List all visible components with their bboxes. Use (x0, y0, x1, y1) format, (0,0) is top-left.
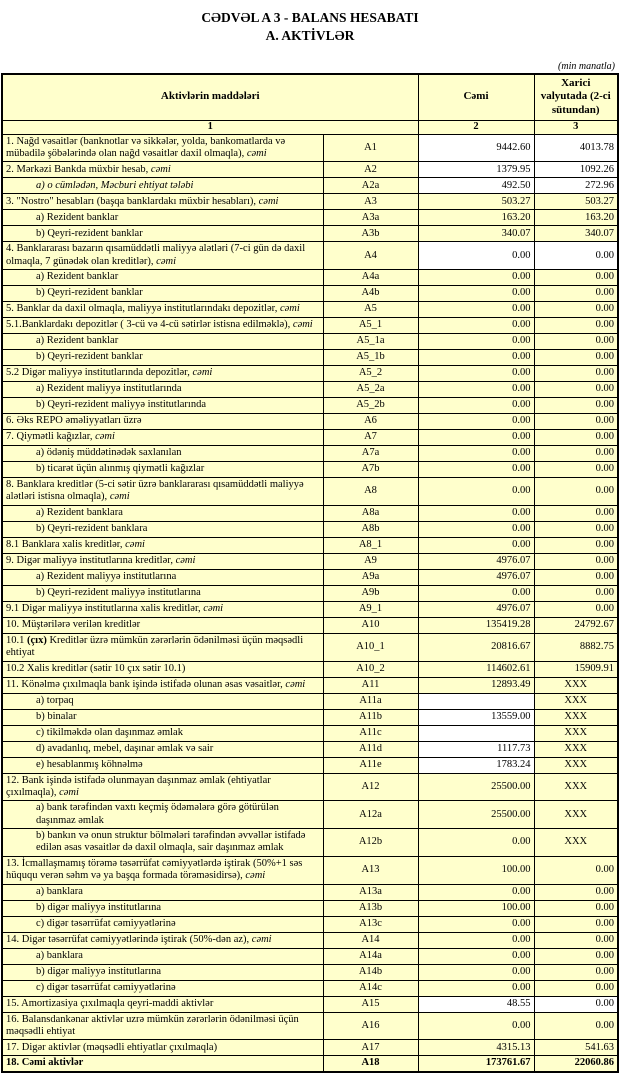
total-value-cell: 0.00 (418, 302, 534, 318)
table-row (2, 884, 618, 900)
item-code-cell: A9b (323, 585, 418, 601)
item-label-cell: d) avadanlıq, mebel, daşınar əmlak və sair (2, 741, 323, 757)
total-value-cell: 12893.49 (418, 677, 534, 693)
item-label-cell: b) ticarət üçün alınmış qiymətli kağızlar (2, 462, 323, 478)
item-code-cell: A12a (323, 801, 418, 829)
item-label-cell: 11. Könəlmə çıxılmaqla bank işində istifadə olunan əsas vəsaitlər, cəmi (2, 677, 323, 693)
foreign-value-cell: XXX (534, 709, 618, 725)
item-code-cell: A14b (323, 964, 418, 980)
total-value-cell: 0.00 (418, 366, 534, 382)
item-code-cell: A7b (323, 462, 418, 478)
total-value-cell: 48.55 (418, 996, 534, 1012)
item-label-cell: 8.1 Banklara xalis kreditlər, cəmi (2, 537, 323, 553)
foreign-value-cell: 0.00 (534, 398, 618, 414)
table-row (2, 601, 618, 617)
total-value-cell: 4315.13 (418, 1040, 534, 1056)
table-row (2, 801, 618, 829)
total-value-cell: 0.00 (418, 382, 534, 398)
total-value-cell: 0.00 (418, 521, 534, 537)
item-code-cell: A13a (323, 884, 418, 900)
table-row (2, 709, 618, 725)
foreign-value-cell: 8882.75 (534, 633, 618, 661)
foreign-value-cell: 15909.91 (534, 661, 618, 677)
total-value-cell: 0.00 (418, 964, 534, 980)
foreign-value-cell: 163.20 (534, 210, 618, 226)
item-label-cell: 15. Amortizasiya çıxılmaqla qeyri-maddi aktivlər (2, 996, 323, 1012)
foreign-value-cell: 0.00 (534, 884, 618, 900)
item-label-cell: a) Rezident banklara (2, 505, 323, 521)
table-row (2, 366, 618, 382)
table-row (2, 741, 618, 757)
item-code-cell: A3b (323, 226, 418, 242)
total-value-cell: 0.00 (418, 980, 534, 996)
item-code-cell: A10_1 (323, 633, 418, 661)
foreign-value-cell: 0.00 (534, 366, 618, 382)
item-code-cell: A13c (323, 916, 418, 932)
foreign-value-cell: XXX (534, 725, 618, 741)
item-label-cell: a) Rezident maliyyə institutlarında (2, 382, 323, 398)
item-label-cell: 8. Banklara kreditlər (5-ci sətir üzrə banklararası qısamüddətli maliyyə alətləri istisna olmaqla), cəmi (2, 478, 323, 506)
foreign-value-cell: 0.00 (534, 430, 618, 446)
total-value-cell: 1379.95 (418, 162, 534, 178)
foreign-value-cell: 0.00 (534, 382, 618, 398)
item-code-cell: A9a (323, 569, 418, 585)
item-code-cell: A3a (323, 210, 418, 226)
table-row (2, 318, 618, 334)
table-row (2, 633, 618, 661)
item-code-cell: A17 (323, 1040, 418, 1056)
total-value-cell: 0.00 (418, 270, 534, 286)
item-code-cell: A9 (323, 553, 418, 569)
item-label-cell: c) digər təsərrüfat cəmiyyətlərinə (2, 980, 323, 996)
foreign-value-cell: 0.00 (534, 980, 618, 996)
item-label-cell: a) Rezident maliyyə institutlarına (2, 569, 323, 585)
item-label-cell: b) digər maliyyə institutlarına (2, 964, 323, 980)
table-row (2, 900, 618, 916)
table-row (2, 980, 618, 996)
column-number-row (2, 120, 618, 134)
foreign-value-cell: 0.00 (534, 1012, 618, 1040)
table-body (2, 74, 618, 1072)
foreign-value-cell: XXX (534, 773, 618, 801)
item-label-cell: 9.1 Digər maliyyə institutlarına xalis kreditlər, cəmi (2, 601, 323, 617)
table-row (2, 1040, 618, 1056)
item-label-cell: a) Rezident banklar (2, 334, 323, 350)
total-value-cell: 0.00 (418, 916, 534, 932)
item-label-cell: b) Qeyri-rezident banklar (2, 286, 323, 302)
item-label-cell: 14. Digər təsərrüfat cəmiyyətlərində iştirak (50%-dən az), cəmi (2, 932, 323, 948)
item-code-cell: A6 (323, 414, 418, 430)
foreign-value-cell: 0.00 (534, 334, 618, 350)
table-row (2, 334, 618, 350)
item-label-cell: c) digər təsərrüfat cəmiyyətlərinə (2, 916, 323, 932)
foreign-value-cell: 0.00 (534, 286, 618, 302)
foreign-value-cell: 0.00 (534, 601, 618, 617)
item-label-cell: b) bankın və onun struktur bölmələri tərəfindən əvvəllər istifadə edilən əsas vəsaitlər də daxil olmaqla, sair daşınmaz əmlak (2, 829, 323, 857)
table-row (2, 286, 618, 302)
balance-assets-table (1, 73, 619, 1073)
item-label-cell: 5.1.Banklardakı depozitlər ( 3-cü və 4-cü sətirlər istisna edilməklə), cəmi (2, 318, 323, 334)
table-row (2, 617, 618, 633)
total-value-cell: 0.00 (418, 829, 534, 857)
foreign-value-cell: 0.00 (534, 318, 618, 334)
table-row (2, 382, 618, 398)
item-label-cell: 18. Cəmi aktivlər (2, 1056, 323, 1072)
foreign-value-cell: 0.00 (534, 414, 618, 430)
total-value-cell: 25500.00 (418, 801, 534, 829)
item-code-cell: A16 (323, 1012, 418, 1040)
item-label-cell: 10. Müştərilərə verilən kreditlər (2, 617, 323, 633)
total-value-cell: 0.00 (418, 1012, 534, 1040)
item-code-cell: A14 (323, 932, 418, 948)
item-label-cell: a) torpaq (2, 693, 323, 709)
item-label-cell: 16. Balansdankənar aktivlər uzrə mümkün zərərlərin ödənilməsi üçün məqsədli ehtiyat (2, 1012, 323, 1040)
header-total-column: Cəmi (418, 74, 534, 120)
foreign-value-cell: 0.00 (534, 462, 618, 478)
item-label-cell: 10.2 Xalis kreditlər (sətir 10 çıx sətir 10.1) (2, 661, 323, 677)
foreign-value-cell: 0.00 (534, 446, 618, 462)
item-label-cell: 12. Bank işində istifadə olunmayan daşınmaz əmlak (ehtiyatlar çıxılmaqla), cəmi (2, 773, 323, 801)
item-code-cell: A13b (323, 900, 418, 916)
item-label-cell: b) Qeyri-rezident banklar (2, 226, 323, 242)
total-value-cell: 0.00 (418, 242, 534, 270)
item-label-cell: c) tikilməkdə olan daşınmaz əmlak (2, 725, 323, 741)
item-code-cell: A15 (323, 996, 418, 1012)
table-row (2, 693, 618, 709)
total-value-cell: 163.20 (418, 210, 534, 226)
table-row (2, 829, 618, 857)
item-code-cell: A7 (323, 430, 418, 446)
foreign-value-cell: XXX (534, 677, 618, 693)
item-label-cell: a) ödəniş müddətinədək saxlanılan (2, 446, 323, 462)
total-value-cell: 0.00 (418, 884, 534, 900)
table-row (2, 585, 618, 601)
header-foreign-column: Xarici valyutada (2-ci sütundan) (534, 74, 618, 120)
total-value-cell: 1783.24 (418, 757, 534, 773)
foreign-value-cell: 0.00 (534, 242, 618, 270)
foreign-value-cell: 0.00 (534, 553, 618, 569)
item-code-cell: A8_1 (323, 537, 418, 553)
foreign-value-cell: XXX (534, 829, 618, 857)
foreign-value-cell: 272.96 (534, 178, 618, 194)
report-title (0, 9, 620, 44)
item-label-cell: b) Qeyri-rezident maliyyə institutlarına (2, 585, 323, 601)
item-code-cell: A11a (323, 693, 418, 709)
total-value-cell: 0.00 (418, 334, 534, 350)
item-code-cell: A5 (323, 302, 418, 318)
foreign-value-cell: 340.07 (534, 226, 618, 242)
total-value-cell: 0.00 (418, 948, 534, 964)
total-value-cell: 4976.07 (418, 569, 534, 585)
item-code-cell: A5_2a (323, 382, 418, 398)
total-value-cell: 100.00 (418, 856, 534, 884)
table-row (2, 478, 618, 506)
item-code-cell: A5_2 (323, 366, 418, 382)
unit-note: (min manatla) (558, 61, 615, 73)
table-row (2, 553, 618, 569)
total-value-cell: 0.00 (418, 505, 534, 521)
table-row (2, 1012, 618, 1040)
item-label-cell: b) Qeyri-rezident banklar (2, 350, 323, 366)
total-value-cell: 100.00 (418, 900, 534, 916)
item-code-cell: A14c (323, 980, 418, 996)
table-row (2, 932, 618, 948)
foreign-value-cell: 541.63 (534, 1040, 618, 1056)
item-code-cell: A11b (323, 709, 418, 725)
foreign-value-cell: 0.00 (534, 537, 618, 553)
total-value-cell: 0.00 (418, 430, 534, 446)
item-code-cell: A12b (323, 829, 418, 857)
foreign-value-cell: 0.00 (534, 900, 618, 916)
item-label-cell: a) banklara (2, 884, 323, 900)
foreign-value-cell: 0.00 (534, 478, 618, 506)
item-label-cell: 5. Banklar da daxil olmaqla, maliyyə institutlarındakı depozitlər, cəmi (2, 302, 323, 318)
table-row (2, 1056, 618, 1072)
total-value-cell: 0.00 (418, 537, 534, 553)
foreign-value-cell: 4013.78 (534, 134, 618, 162)
item-label-cell: 6. Əks REPO əməliyyatları üzrə (2, 414, 323, 430)
item-code-cell: A10 (323, 617, 418, 633)
item-label-cell: 1. Nağd vəsaitlər (banknotlar və sikkələr, yolda, bankomatlarda və mübadilə şöbələrində olan nağd vəsaitlər daxil olmaqla), cəmi (2, 134, 323, 162)
foreign-value-cell: XXX (534, 693, 618, 709)
page-title: CƏDVƏL A 3 - BALANS HESABATI (201, 10, 419, 25)
total-value-cell: 4976.07 (418, 601, 534, 617)
table-row (2, 178, 618, 194)
foreign-value-cell: 503.27 (534, 194, 618, 210)
item-code-cell: A9_1 (323, 601, 418, 617)
table-row (2, 725, 618, 741)
total-value-cell: 0.00 (418, 350, 534, 366)
foreign-value-cell: 0.00 (534, 569, 618, 585)
item-code-cell: A18 (323, 1056, 418, 1072)
table-row (2, 134, 618, 162)
item-code-cell: A8a (323, 505, 418, 521)
item-label-cell: b) binalar (2, 709, 323, 725)
total-value-cell: 0.00 (418, 398, 534, 414)
item-label-cell: a) banklara (2, 948, 323, 964)
column-number-foreign: 3 (534, 120, 618, 134)
item-label-cell: a) o cümlədən, Məcburi ehtiyat tələbi (2, 178, 323, 194)
table-row (2, 569, 618, 585)
item-label-cell: 10.1 (çıx) Kreditlər üzrə mümkün zərərlərin ödənilməsi üçün məqsədli ehtiyat (2, 633, 323, 661)
total-value-cell: 0.00 (418, 585, 534, 601)
item-code-cell: A10_2 (323, 661, 418, 677)
foreign-value-cell: 0.00 (534, 585, 618, 601)
table-row (2, 162, 618, 178)
item-code-cell: A1 (323, 134, 418, 162)
total-value-cell: 0.00 (418, 462, 534, 478)
foreign-value-cell: XXX (534, 741, 618, 757)
total-value-cell: 20816.67 (418, 633, 534, 661)
item-code-cell: A5_1 (323, 318, 418, 334)
foreign-value-cell: 0.00 (534, 948, 618, 964)
foreign-value-cell: 0.00 (534, 350, 618, 366)
total-value-cell: 0.00 (418, 286, 534, 302)
table-row (2, 446, 618, 462)
table-row (2, 773, 618, 801)
total-value-cell: 4976.07 (418, 553, 534, 569)
item-code-cell: A11e (323, 757, 418, 773)
foreign-value-cell: 22060.86 (534, 1056, 618, 1072)
table-row (2, 194, 618, 210)
foreign-value-cell: 0.00 (534, 302, 618, 318)
item-code-cell: A3 (323, 194, 418, 210)
item-label-cell: e) hesablanmış köhnəlmə (2, 757, 323, 773)
total-value-cell: 0.00 (418, 414, 534, 430)
total-value-cell: 0.00 (418, 318, 534, 334)
item-code-cell: A4 (323, 242, 418, 270)
item-label-cell: 17. Digər aktivlər (məqsədli ehtiyatlar çıxılmaqla) (2, 1040, 323, 1056)
item-label-cell: a) bank tərəfindən vaxtı keçmiş ödəmələrə görə götürülən daşınmaz əmlak (2, 801, 323, 829)
table-row (2, 505, 618, 521)
item-code-cell: A5_2b (323, 398, 418, 414)
foreign-value-cell: 0.00 (534, 521, 618, 537)
item-label-cell: b) Qeyri-rezident banklara (2, 521, 323, 537)
total-value-cell: 9442.60 (418, 134, 534, 162)
page-subtitle: A. AKTİVLƏR (265, 27, 355, 43)
table-row (2, 430, 618, 446)
table-row (2, 661, 618, 677)
item-label-cell: 5.2 Digər maliyyə institutlarında depozitlər, cəmi (2, 366, 323, 382)
table-row (2, 521, 618, 537)
table-header-row (2, 74, 618, 120)
foreign-value-cell: 24792.67 (534, 617, 618, 633)
foreign-value-cell: 0.00 (534, 964, 618, 980)
total-value-cell: 1117.73 (418, 741, 534, 757)
item-label-cell: a) Rezident banklar (2, 270, 323, 286)
total-value-cell: 173761.67 (418, 1056, 534, 1072)
total-value-cell: 135419.28 (418, 617, 534, 633)
item-code-cell: A5_1a (323, 334, 418, 350)
table-row (2, 462, 618, 478)
table-row (2, 414, 618, 430)
total-value-cell: 0.00 (418, 446, 534, 462)
foreign-value-cell: 0.00 (534, 996, 618, 1012)
foreign-value-cell: 0.00 (534, 856, 618, 884)
item-code-cell: A8b (323, 521, 418, 537)
table-row (2, 948, 618, 964)
foreign-value-cell: XXX (534, 757, 618, 773)
item-code-cell: A4a (323, 270, 418, 286)
foreign-value-cell: XXX (534, 801, 618, 829)
item-code-cell: A2a (323, 178, 418, 194)
table-row (2, 757, 618, 773)
total-value-cell: 503.27 (418, 194, 534, 210)
table-row (2, 996, 618, 1012)
table-row (2, 270, 618, 286)
total-value-cell (418, 725, 534, 741)
table-row (2, 226, 618, 242)
total-value-cell (418, 693, 534, 709)
table-row (2, 537, 618, 553)
item-label-cell: 9. Digər maliyyə institutlarına kreditlər, cəmi (2, 553, 323, 569)
table-row (2, 210, 618, 226)
item-label-cell: b) Qeyri-rezident maliyyə institutlarında (2, 398, 323, 414)
item-label-cell: 3. "Nostro" hesabları (başqa banklardakı müxbir hesabları), cəmi (2, 194, 323, 210)
header-items-column: Aktivlərin maddələri (2, 74, 418, 120)
foreign-value-cell: 0.00 (534, 270, 618, 286)
foreign-value-cell: 1092.26 (534, 162, 618, 178)
table-row (2, 856, 618, 884)
item-code-cell: A5_1b (323, 350, 418, 366)
foreign-value-cell: 0.00 (534, 916, 618, 932)
total-value-cell: 25500.00 (418, 773, 534, 801)
item-label-cell: 4. Banklararası bazarın qısamüddətli maliyyə alətləri (7-ci gün də daxil olmaqla, 7 günədək olan kreditlər), cəmi (2, 242, 323, 270)
foreign-value-cell: 0.00 (534, 505, 618, 521)
item-code-cell: A8 (323, 478, 418, 506)
table-row (2, 242, 618, 270)
item-code-cell: A2 (323, 162, 418, 178)
table-row (2, 677, 618, 693)
item-label-cell: 2. Mərkəzi Bankda müxbir hesab, cəmi (2, 162, 323, 178)
table-row (2, 302, 618, 318)
item-code-cell: A13 (323, 856, 418, 884)
total-value-cell: 492.50 (418, 178, 534, 194)
table-row (2, 350, 618, 366)
item-code-cell: A14a (323, 948, 418, 964)
table-row (2, 916, 618, 932)
table-row (2, 398, 618, 414)
total-value-cell: 0.00 (418, 478, 534, 506)
column-number-items: 1 (2, 120, 418, 134)
total-value-cell: 13559.00 (418, 709, 534, 725)
item-code-cell: A11d (323, 741, 418, 757)
item-code-cell: A12 (323, 773, 418, 801)
table-row (2, 964, 618, 980)
total-value-cell: 0.00 (418, 932, 534, 948)
column-number-total: 2 (418, 120, 534, 134)
item-label-cell: b) digər maliyyə institutlarına (2, 900, 323, 916)
total-value-cell: 114602.61 (418, 661, 534, 677)
item-label-cell: 13. İcmallaşmamış törəmə təsərrüfat cəmiyyətlərdə iştirak (50%+1 səs hüququ verən səhm və ya başqa formada törəməsidirsə), cəmi (2, 856, 323, 884)
item-label-cell: a) Rezident banklar (2, 210, 323, 226)
item-code-cell: A4b (323, 286, 418, 302)
item-code-cell: A11c (323, 725, 418, 741)
foreign-value-cell: 0.00 (534, 932, 618, 948)
item-label-cell: 7. Qiymətli kağızlar, cəmi (2, 430, 323, 446)
item-code-cell: A11 (323, 677, 418, 693)
item-code-cell: A7a (323, 446, 418, 462)
total-value-cell: 340.07 (418, 226, 534, 242)
